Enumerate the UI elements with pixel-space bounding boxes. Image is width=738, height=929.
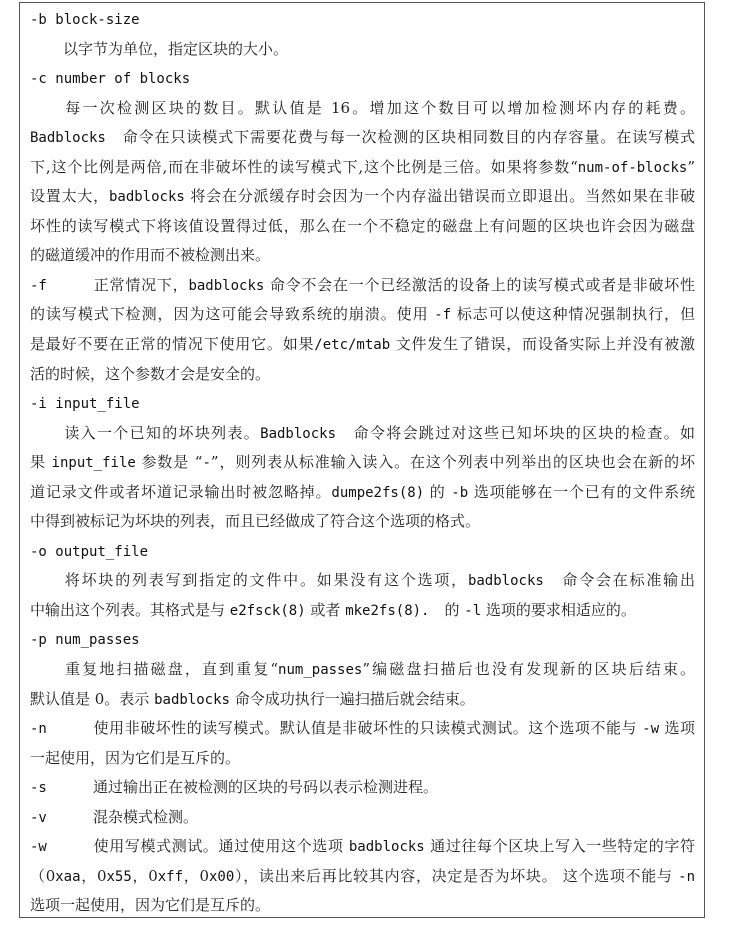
option-p-description-line: 默认值是 0。表示 badblocks 命令成功执行一遍扫描后就会结束。 [30,689,475,708]
option-f-description-line: 是最好不要在正常的情况下使用它。如果/etc/mtab 文件发生了错误，而设备实际上并没有被激 [30,335,695,354]
option-reference-box [19,2,705,918]
option-i-description-line: 果 input_file 参数是 “-”，则列表从标准输入读入。在这个列表中列举出的区块也会在新的坏 [30,453,695,472]
option-flag: -n [30,721,47,738]
option-o-description-line: 中输出这个列表。其格式是与 e2fsck(8) 或者 mke2fs(8). 的 -l 选项的要求相适应的。 [30,600,636,619]
option-flag: -i input_file [30,396,140,413]
option-c-description-line: 坏性的读写模式下将该值设置得过低，那么在一个不稳定的磁盘上有问题的区块也许会因为磁盘 [30,216,695,235]
option-c-description-line: 的磁道缓冲的作用而不被检测出来。 [30,246,271,265]
option-w-description-line: -w 使用写模式测试。通过使用这个选项 badblocks 通过往每个区块上写入一些特定的字符 [30,832,695,862]
option-i-heading [30,389,695,419]
option-flag: -o output_file [30,543,149,560]
option-flag: -s [30,780,47,797]
option-i-description-line: 道记录文件或者坏道记录输出时被忽略掉。dumpe2fs(8) 的 -b 选项能够在一个已有的文件系统 [30,482,695,501]
option-f-description-line: 的读写模式下检测，因为这可能会导致系统的崩溃。使用 -f 标志可以使这种情况强制执行，但 [30,305,695,324]
option-flag: -p num_passes [30,632,140,649]
option-flag: -b block-size [30,12,140,28]
option-v-description-line: -v 混杂模式检测。 [30,803,695,833]
option-c-description-line: 下,这个比例是两倍,而在非破坏性的读写模式下,这个比例是三倍。如果将参数“num-of-blocks” [30,157,695,176]
option-p-heading [30,625,695,655]
option-f-description-line: -f 正常情况下，badblocks 命令不会在一个已经激活的设备上的读写模式或者是非破坏性 [30,271,695,301]
option-c-heading [30,64,695,94]
option-b-heading [30,5,695,35]
option-w-description-line: 选项一起使用，因为它们是互斥的。 [30,896,271,915]
option-b-description: 以字节为单位，指定区块的大小。 [63,39,289,58]
option-n-description-line: 一起使用，因为它们是互斥的。 [30,748,241,767]
option-s-description-line: -s 通过输出正在被检测的区块的号码以表示检测进程。 [30,773,695,803]
option-c-description-line: 每一次检测区块的数目。默认值是 16。增加这个数目可以增加检测坏内存的耗费。 [63,98,695,117]
option-flag: -w [30,839,47,856]
option-flag: -f [30,277,47,294]
option-p-description-line: 重复地扫描磁盘，直到重复“num_passes”编磁盘扫描后也没有发现新的区块后结束。 [63,660,695,679]
option-flag: -c number of blocks [30,71,191,88]
option-w-description-line: （0xaa，0x55，0xff，0x00），读出来后再比较其内容，决定是否为坏块。 这个选项不能与 -n [30,866,695,885]
option-c-description-line: Badblocks 命令在只读模式下需要花费与每一次检测的区块相同数目的内存容量。在读写模式 [30,128,695,147]
option-i-description-line: 读入一个已知的坏块列表。Badblocks 命令将会跳过对这些已知坏块的区块的检查。如 [63,423,695,442]
option-n-description-line: -n 使用非破坏性的读写模式。默认值是非破坏性的只读模式测试。这个选项不能与 -w 选项 [30,714,695,744]
option-flag: -v [30,809,47,826]
option-c-description-line: 设置太大，badblocks 将会在分派缓存时会因为一个内存溢出错误而立即退出。当然如果在非破 [30,187,695,206]
option-o-heading [30,537,695,567]
option-f-description-line: 活的时候，这个参数才会是安全的。 [30,364,271,383]
option-o-description-line: 将坏块的列表写到指定的文件中。如果没有这个选项，badblocks 命令会在标准输出 [63,571,695,590]
option-i-description-line: 中得到被标记为坏块的列表，而且已经做成了符合这个选项的格式。 [30,512,481,531]
